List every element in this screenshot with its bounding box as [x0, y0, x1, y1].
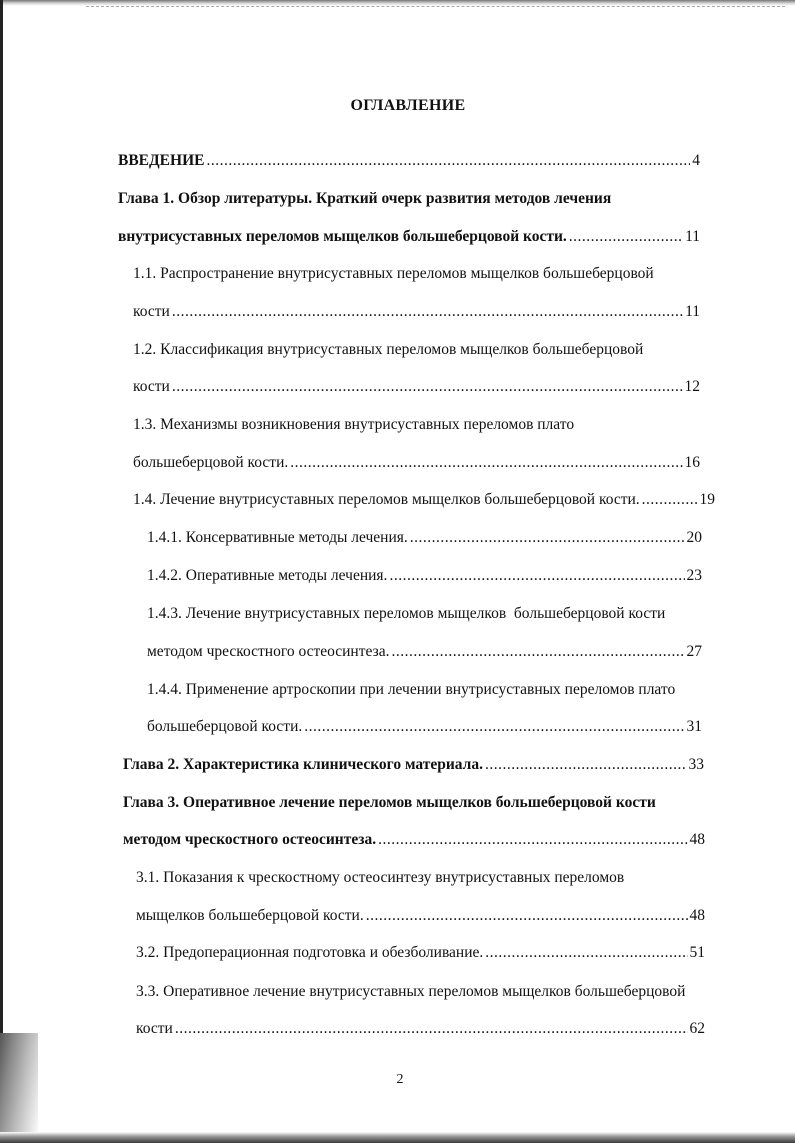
- toc-page: 19: [699, 491, 715, 508]
- toc-label: ВВЕДЕНИЕ: [118, 152, 205, 169]
- toc-leader: [389, 567, 684, 585]
- toc-section-3-1-line2[interactable]: [136, 907, 705, 925]
- toc-page: 12: [684, 378, 700, 395]
- toc-page: 20: [686, 529, 702, 546]
- toc-label: 1.3. Механизмы возникновения внутрисуставных переломов плато: [133, 416, 575, 433]
- toc-label: Глава 3. Оперативное лечение переломов мыщелков большеберцовой кости: [123, 794, 656, 811]
- toc-page: 23: [686, 567, 702, 584]
- toc-section-1-1-line2[interactable]: [133, 303, 700, 321]
- toc-page: 27: [686, 643, 702, 660]
- toc-label: 1.4.1. Консервативные методы лечения.: [147, 529, 408, 546]
- toc-label: внутрисуставных переломов мыщелков большеберцовой кости.: [118, 228, 567, 245]
- toc-label: Глава 1. Обзор литературы. Краткий очерк развития методов лечения: [118, 190, 612, 207]
- toc-section-1-4-1[interactable]: [147, 529, 702, 547]
- page-title: ОГЛАВЛЕНИЕ: [350, 97, 466, 114]
- toc-section-1-2-line1[interactable]: [133, 341, 643, 359]
- toc-section-3-2[interactable]: [136, 944, 705, 962]
- scan-corner-shadow: [0, 1033, 38, 1143]
- toc-chapter1-line1[interactable]: [118, 190, 611, 208]
- toc-page: 51: [689, 944, 705, 961]
- toc-chapter3-line1[interactable]: [123, 794, 656, 812]
- toc-chapter3-line2[interactable]: [123, 831, 705, 849]
- toc-section-3-3-line1[interactable]: [136, 983, 685, 1001]
- toc-section-1-2-line2[interactable]: [133, 378, 700, 396]
- toc-section-3-3-line2[interactable]: [136, 1020, 705, 1038]
- toc-leader: [569, 228, 683, 246]
- toc-leader: [485, 756, 686, 774]
- toc-label: методом чрескостного остеосинтеза.: [123, 831, 377, 848]
- toc-chapter1-line2[interactable]: [118, 228, 700, 246]
- toc-page: 33: [688, 756, 704, 773]
- toc-page: 4: [692, 152, 700, 169]
- toc-section-1-4-2[interactable]: [147, 567, 702, 585]
- toc-section-1-4-4-line2[interactable]: [147, 718, 702, 736]
- toc-label: мыщелков большеберцовой кости.: [136, 907, 364, 924]
- toc-label: кости: [133, 303, 170, 320]
- toc-leader: [366, 907, 688, 925]
- toc-label: 1.4.4. Применение артроскопии при лечении внутрисуставных переломов плато: [147, 681, 676, 698]
- toc-page: 48: [689, 907, 705, 924]
- toc-leader: [290, 454, 682, 472]
- toc-leader: [391, 643, 684, 661]
- toc-label: 1.4.3. Лечение внутрисуставных переломов мыщелков большеберцовой кости: [147, 605, 666, 622]
- toc-section-1-4-3-line1[interactable]: [147, 605, 665, 623]
- toc-label: Глава 2. Характеристика клинического материала.: [123, 756, 484, 773]
- toc-section-1-4-4-line1[interactable]: [147, 681, 675, 699]
- scan-left-edge: [0, 0, 3, 1060]
- toc-leader: [175, 1020, 688, 1038]
- toc-entry-intro[interactable]: [118, 152, 700, 170]
- toc-section-3-1-line1[interactable]: [136, 869, 624, 887]
- toc-leader: [206, 152, 690, 170]
- toc-section-1-3-line2[interactable]: [133, 454, 700, 472]
- toc-chapter2[interactable]: [123, 756, 704, 774]
- toc-label: 3.2. Предоперационная подготовка и обезболивание.: [136, 944, 484, 961]
- toc-label: 1.1. Распространение внутрисуставных переломов мыщелков большеберцовой: [133, 265, 654, 282]
- toc-page: 11: [685, 228, 700, 245]
- toc-section-1-4[interactable]: [133, 491, 715, 509]
- toc-leader: [378, 831, 687, 849]
- toc-leader: [410, 529, 685, 547]
- toc-label: 1.2. Классификация внутрисуставных переломов мыщелков большеберцовой: [133, 341, 644, 358]
- toc-label: 3.3. Оперативное лечение внутрисуставных переломов мыщелков большеберцовой: [136, 983, 686, 1000]
- toc-leader: [172, 378, 683, 396]
- toc-leader: [172, 303, 683, 321]
- toc-page: 31: [686, 718, 702, 735]
- toc-section-1-4-3-line2[interactable]: [147, 643, 702, 661]
- toc-page: 11: [685, 303, 700, 320]
- toc-label: кости: [136, 1020, 173, 1037]
- toc-label: 1.4.2. Оперативные методы лечения.: [147, 567, 388, 584]
- toc-page: 16: [684, 454, 700, 471]
- toc-section-1-1-line1[interactable]: [133, 265, 654, 283]
- toc-page: 48: [689, 831, 705, 848]
- page-number: 2: [396, 1072, 404, 1087]
- toc-label: методом чрескостного остеосинтеза.: [147, 643, 390, 660]
- toc-label: большеберцовой кости.: [147, 718, 303, 735]
- toc-label: кости: [133, 378, 170, 395]
- toc-page: 62: [689, 1020, 705, 1037]
- toc-leader: [304, 718, 684, 736]
- toc-label: большеберцовой кости.: [133, 454, 289, 471]
- toc-leader: [642, 491, 698, 509]
- scan-top-dash: [86, 6, 785, 7]
- toc-leader: [485, 944, 687, 962]
- toc-label: 1.4. Лечение внутрисуставных переломов мыщелков большеберцовой кости.: [133, 491, 640, 508]
- toc-section-1-3-line1[interactable]: [133, 416, 574, 434]
- toc-label: 3.1. Показания к чрескостному остеосинтезу внутрисуставных переломов: [136, 869, 625, 886]
- scan-bottom-edge: [0, 1132, 795, 1143]
